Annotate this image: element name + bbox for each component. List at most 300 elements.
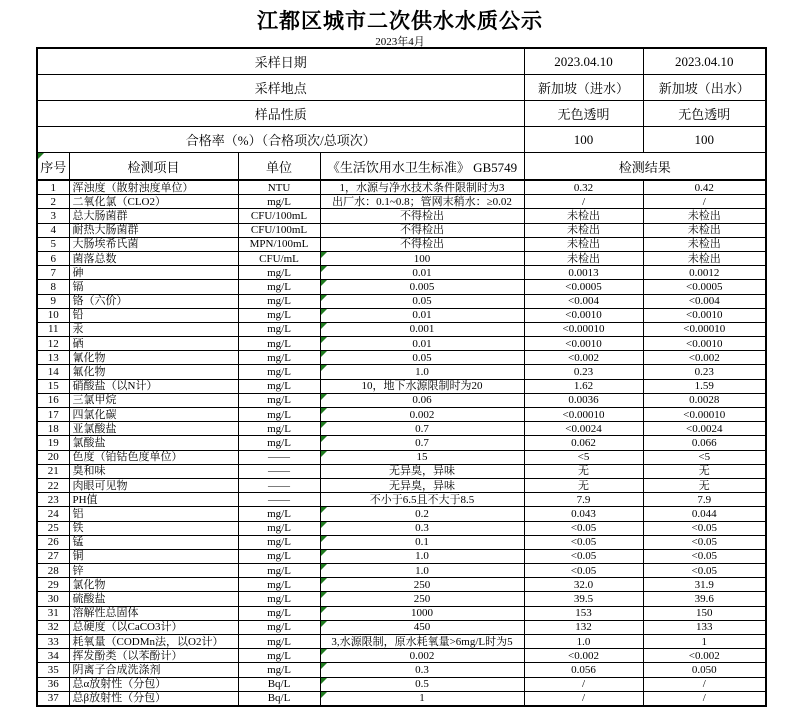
row-index-cell: 28 xyxy=(37,564,69,578)
result-cell-1: <0.05 xyxy=(524,535,643,549)
result-cell-2: 无 xyxy=(643,464,766,478)
flag-triangle-icon xyxy=(321,365,327,371)
standard-text: 3,水源限制，原水耗氧量>6mg/L时为5 xyxy=(331,635,513,648)
item-cell: 铜 xyxy=(69,549,238,563)
standard-text: 250 xyxy=(413,578,431,591)
result-cell-1: 153 xyxy=(524,606,643,620)
unit-cell: CFU/100mL xyxy=(238,223,320,237)
flag-triangle-icon xyxy=(321,351,327,357)
info-row-label: 合格率（%）（合格项次/总项次） xyxy=(37,127,524,153)
result-cell-2: 未检出 xyxy=(643,237,766,251)
row-index-cell: 30 xyxy=(37,592,69,606)
flag-triangle-icon xyxy=(321,252,327,258)
item-cell: 总大肠菌群 xyxy=(69,209,238,223)
result-cell-2: <5 xyxy=(643,450,766,464)
row-index-cell: 1 xyxy=(37,180,69,195)
table-row xyxy=(37,620,766,634)
flag-triangle-icon xyxy=(321,649,327,655)
result-cell-2: <0.0005 xyxy=(643,280,766,294)
table-row xyxy=(37,379,766,393)
result-cell-1: / xyxy=(524,677,643,691)
result-cell-1: 0.043 xyxy=(524,507,643,521)
flag-triangle-icon xyxy=(321,337,327,343)
unit-cell: —— xyxy=(238,450,320,464)
standard-cell xyxy=(320,535,524,549)
standard-text: 250 xyxy=(413,593,431,606)
standard-cell xyxy=(320,493,524,507)
result-cell-1: 0.0013 xyxy=(524,266,643,280)
info-row-value-1: 新加坡（进水） xyxy=(524,75,643,101)
standard-cell xyxy=(320,564,524,578)
result-cell-2: 0.044 xyxy=(643,507,766,521)
result-cell-1: 未检出 xyxy=(524,209,643,223)
unit-cell: mg/L xyxy=(238,195,320,209)
item-cell: 总硬度（以CaCO3计） xyxy=(69,620,238,634)
result-cell-1: 0.23 xyxy=(524,365,643,379)
result-cell-2: / xyxy=(643,691,766,706)
item-cell: 氰化物 xyxy=(69,351,238,365)
standard-cell xyxy=(320,507,524,521)
table-row xyxy=(37,507,766,521)
unit-cell: —— xyxy=(238,478,320,492)
result-cell-1: 0.062 xyxy=(524,436,643,450)
row-index-cell: 29 xyxy=(37,578,69,592)
result-cell-1: 未检出 xyxy=(524,237,643,251)
item-cell: 浑浊度（散射浊度单位） xyxy=(69,180,238,195)
standard-text: 1000 xyxy=(411,607,433,620)
result-cell-2: 1.59 xyxy=(643,379,766,393)
flag-triangle-icon xyxy=(321,507,327,513)
page-title: 江都区城市二次供水水质公示 xyxy=(257,10,543,33)
standard-text: 450 xyxy=(413,621,431,634)
item-cell: 硒 xyxy=(69,337,238,351)
col-header-unit: 单位 xyxy=(238,153,320,181)
item-cell: 镉 xyxy=(69,280,238,294)
result-cell-1: <0.0005 xyxy=(524,280,643,294)
row-index-cell: 35 xyxy=(37,663,69,677)
info-row xyxy=(37,48,766,75)
item-cell: 硫酸盐 xyxy=(69,592,238,606)
item-cell: 铅 xyxy=(69,308,238,322)
result-cell-1: <0.05 xyxy=(524,549,643,563)
standard-text: 不得检出 xyxy=(400,224,444,237)
item-cell: 铁 xyxy=(69,521,238,535)
flag-triangle-icon xyxy=(321,536,327,542)
item-cell: 耗氧量（CODMn法，以O2计） xyxy=(69,635,238,649)
flag-triangle-icon xyxy=(321,663,327,669)
info-row xyxy=(37,101,766,127)
table-row xyxy=(37,663,766,677)
unit-cell: mg/L xyxy=(238,408,320,422)
standard-text: 100 xyxy=(413,252,431,265)
row-index-cell: 31 xyxy=(37,606,69,620)
standard-cell xyxy=(320,578,524,592)
result-cell-1: 32.0 xyxy=(524,578,643,592)
item-cell: 色度（铂钴色度单位） xyxy=(69,450,238,464)
flag-triangle-icon xyxy=(321,280,327,286)
col-header-item: 检测项目 xyxy=(69,153,238,181)
flag-triangle-icon xyxy=(321,422,327,428)
standard-cell xyxy=(320,408,524,422)
info-row-value-1: 2023.04.10 xyxy=(524,48,643,75)
flag-triangle-icon xyxy=(321,578,327,584)
result-cell-2: 未检出 xyxy=(643,223,766,237)
column-header-row xyxy=(37,153,766,181)
result-cell-2: <0.05 xyxy=(643,564,766,578)
standard-text: 出厂水：0.1~0.8；管网末稍水：≥0.02 xyxy=(332,195,512,208)
result-cell-2: <0.05 xyxy=(643,535,766,549)
result-cell-2: <0.05 xyxy=(643,521,766,535)
table-row xyxy=(37,535,766,549)
col-header-index-label: 序号 xyxy=(40,159,67,175)
result-cell-2: <0.00010 xyxy=(643,322,766,336)
unit-cell: Bq/L xyxy=(238,677,320,691)
unit-cell: mg/L xyxy=(238,337,320,351)
standard-cell xyxy=(320,663,524,677)
standard-cell xyxy=(320,251,524,265)
standard-cell xyxy=(320,635,524,649)
row-index-cell: 15 xyxy=(37,379,69,393)
unit-cell: Bq/L xyxy=(238,691,320,706)
standard-cell xyxy=(320,549,524,563)
result-cell-1: <0.0024 xyxy=(524,422,643,436)
info-section xyxy=(37,48,766,153)
table-row xyxy=(37,195,766,209)
row-index-cell: 22 xyxy=(37,478,69,492)
result-cell-1: 无 xyxy=(524,478,643,492)
data-section xyxy=(37,180,766,706)
unit-cell: mg/L xyxy=(238,649,320,663)
info-row-label: 采样地点 xyxy=(37,75,524,101)
unit-cell: CFU/100mL xyxy=(238,209,320,223)
flag-triangle-icon xyxy=(321,323,327,329)
result-cell-1: 未检出 xyxy=(524,223,643,237)
result-cell-2: <0.00010 xyxy=(643,408,766,422)
standard-text: 0.01 xyxy=(412,337,432,350)
result-cell-1: 未检出 xyxy=(524,251,643,265)
standard-cell xyxy=(320,422,524,436)
standard-cell xyxy=(320,436,524,450)
standard-text: 0.1 xyxy=(415,536,429,549)
row-index-cell: 34 xyxy=(37,649,69,663)
standard-cell xyxy=(320,223,524,237)
item-cell: 臭和味 xyxy=(69,464,238,478)
row-index-cell: 12 xyxy=(37,337,69,351)
standard-cell xyxy=(320,195,524,209)
result-cell-1: <0.05 xyxy=(524,564,643,578)
item-cell: 氯化物 xyxy=(69,578,238,592)
result-cell-1: <0.00010 xyxy=(524,322,643,336)
item-cell: 锰 xyxy=(69,535,238,549)
row-index-cell: 7 xyxy=(37,266,69,280)
row-index-cell: 4 xyxy=(37,223,69,237)
row-index-cell: 26 xyxy=(37,535,69,549)
item-cell: 阴离子合成洗涤剂 xyxy=(69,663,238,677)
row-index-cell: 3 xyxy=(37,209,69,223)
col-header-standard: 《生活饮用水卫生标准》 GB5749 xyxy=(320,153,524,181)
result-cell-1: <0.00010 xyxy=(524,408,643,422)
unit-cell: mg/L xyxy=(238,322,320,336)
standard-text: 0.002 xyxy=(409,408,435,421)
item-cell: 铝 xyxy=(69,507,238,521)
standard-text: 10，地下水源限制时为20 xyxy=(361,380,483,393)
row-index-cell: 6 xyxy=(37,251,69,265)
row-index-cell: 25 xyxy=(37,521,69,535)
standard-cell xyxy=(320,464,524,478)
result-cell-2: 0.0012 xyxy=(643,266,766,280)
row-index-cell: 19 xyxy=(37,436,69,450)
result-cell-2: 133 xyxy=(643,620,766,634)
row-index-cell: 36 xyxy=(37,677,69,691)
unit-cell: mg/L xyxy=(238,663,320,677)
standard-text: 15 xyxy=(416,451,428,464)
row-index-cell: 16 xyxy=(37,393,69,407)
table-row xyxy=(37,578,766,592)
standard-cell xyxy=(320,606,524,620)
flag-triangle-icon xyxy=(321,678,327,684)
standard-text: 1 xyxy=(419,692,425,705)
table-row xyxy=(37,237,766,251)
standard-text: 0.3 xyxy=(415,522,429,535)
table-row xyxy=(37,280,766,294)
result-cell-2: 0.050 xyxy=(643,663,766,677)
standard-text: 无异臭，异味 xyxy=(389,479,455,492)
col-header-index xyxy=(37,153,69,181)
result-cell-1: 132 xyxy=(524,620,643,634)
unit-cell: mg/L xyxy=(238,294,320,308)
unit-cell: mg/L xyxy=(238,266,320,280)
flag-triangle-icon xyxy=(321,266,327,272)
standard-cell xyxy=(320,478,524,492)
table-row xyxy=(37,337,766,351)
row-index-cell: 14 xyxy=(37,365,69,379)
standard-cell xyxy=(320,521,524,535)
table-row xyxy=(37,365,766,379)
result-cell-2: 0.0028 xyxy=(643,393,766,407)
row-index-cell: 10 xyxy=(37,308,69,322)
result-cell-2: 150 xyxy=(643,606,766,620)
standard-cell xyxy=(320,280,524,294)
result-cell-2: / xyxy=(643,677,766,691)
item-cell: 耐热大肠菌群 xyxy=(69,223,238,237)
result-cell-1: <0.002 xyxy=(524,351,643,365)
result-cell-1: / xyxy=(524,195,643,209)
flag-triangle-icon xyxy=(321,309,327,315)
unit-cell: —— xyxy=(238,493,320,507)
result-cell-2: 0.23 xyxy=(643,365,766,379)
unit-cell: mg/L xyxy=(238,578,320,592)
row-index-cell: 33 xyxy=(37,635,69,649)
table-row xyxy=(37,549,766,563)
flag-triangle-icon xyxy=(321,522,327,528)
unit-cell: mg/L xyxy=(238,280,320,294)
standard-text: 1.0 xyxy=(415,564,429,577)
col-header-result: 检测结果 xyxy=(524,153,766,181)
item-cell: 汞 xyxy=(69,322,238,336)
standard-cell xyxy=(320,180,524,195)
table-row xyxy=(37,266,766,280)
standard-text: 0.2 xyxy=(415,507,429,520)
standard-cell xyxy=(320,691,524,706)
standard-text: 不得检出 xyxy=(400,238,444,251)
item-cell: 总α放射性（分包） xyxy=(69,677,238,691)
result-cell-2: <0.002 xyxy=(643,649,766,663)
table-row xyxy=(37,564,766,578)
standard-cell xyxy=(320,322,524,336)
result-cell-2: <0.002 xyxy=(643,351,766,365)
table-row xyxy=(37,393,766,407)
unit-cell: mg/L xyxy=(238,379,320,393)
flag-triangle-icon xyxy=(321,621,327,627)
table-row xyxy=(37,635,766,649)
result-cell-2: <0.0010 xyxy=(643,337,766,351)
result-cell-2: 39.6 xyxy=(643,592,766,606)
row-index-cell: 24 xyxy=(37,507,69,521)
flag-triangle-icon xyxy=(38,153,44,159)
standard-text: 1.0 xyxy=(415,550,429,563)
item-cell: 硝酸盐（以N计） xyxy=(69,379,238,393)
item-cell: 大肠埃希氏菌 xyxy=(69,237,238,251)
item-cell: 四氯化碳 xyxy=(69,408,238,422)
standard-cell xyxy=(320,649,524,663)
result-cell-2: 未检出 xyxy=(643,209,766,223)
column-header-section xyxy=(37,153,766,181)
table-row xyxy=(37,351,766,365)
standard-cell xyxy=(320,294,524,308)
row-index-cell: 18 xyxy=(37,422,69,436)
standard-cell xyxy=(320,450,524,464)
standard-text: 无异臭，异味 xyxy=(389,465,455,478)
result-cell-1: <0.0010 xyxy=(524,337,643,351)
info-row-label: 样品性质 xyxy=(37,101,524,127)
table-row xyxy=(37,521,766,535)
row-index-cell: 23 xyxy=(37,493,69,507)
flag-triangle-icon xyxy=(321,295,327,301)
result-cell-1: 0.0036 xyxy=(524,393,643,407)
table-row xyxy=(37,677,766,691)
standard-cell xyxy=(320,337,524,351)
flag-triangle-icon xyxy=(321,394,327,400)
standard-cell xyxy=(320,379,524,393)
table-row xyxy=(37,649,766,663)
result-cell-2: 无 xyxy=(643,478,766,492)
unit-cell: mg/L xyxy=(238,365,320,379)
table-row xyxy=(37,478,766,492)
item-cell: 挥发酚类（以苯酚计） xyxy=(69,649,238,663)
item-cell: 溶解性总固体 xyxy=(69,606,238,620)
table-row xyxy=(37,408,766,422)
result-cell-1: 无 xyxy=(524,464,643,478)
table-row xyxy=(37,691,766,706)
result-cell-2: / xyxy=(643,195,766,209)
result-cell-1: <0.05 xyxy=(524,521,643,535)
page-subtitle: 2023年4月 xyxy=(375,36,425,48)
standard-cell xyxy=(320,365,524,379)
result-cell-2: <0.0010 xyxy=(643,308,766,322)
result-cell-1: <0.0010 xyxy=(524,308,643,322)
unit-cell: mg/L xyxy=(238,308,320,322)
result-cell-2: 1 xyxy=(643,635,766,649)
row-index-cell: 11 xyxy=(37,322,69,336)
item-cell: 肉眼可见物 xyxy=(69,478,238,492)
unit-cell: —— xyxy=(238,464,320,478)
flag-triangle-icon xyxy=(321,607,327,613)
result-cell-2: 0.42 xyxy=(643,180,766,195)
standard-cell xyxy=(320,209,524,223)
standard-text: 0.3 xyxy=(415,663,429,676)
item-cell: 菌落总数 xyxy=(69,251,238,265)
table-row xyxy=(37,322,766,336)
result-cell-1: 7.9 xyxy=(524,493,643,507)
flag-triangle-icon xyxy=(321,550,327,556)
info-row-label: 采样日期 xyxy=(37,48,524,75)
unit-cell: CFU/mL xyxy=(238,251,320,265)
info-row-value-2: 无色透明 xyxy=(643,101,766,127)
standard-cell xyxy=(320,592,524,606)
result-cell-2: 未检出 xyxy=(643,251,766,265)
standard-text: 0.01 xyxy=(412,266,432,279)
unit-cell: mg/L xyxy=(238,393,320,407)
info-row-value-2: 100 xyxy=(643,127,766,153)
row-index-cell: 27 xyxy=(37,549,69,563)
water-quality-table xyxy=(36,47,767,707)
table-row xyxy=(37,450,766,464)
table-row xyxy=(37,464,766,478)
row-index-cell: 9 xyxy=(37,294,69,308)
table-row xyxy=(37,308,766,322)
table-row xyxy=(37,422,766,436)
standard-text: 1.0 xyxy=(415,366,429,379)
result-cell-2: <0.004 xyxy=(643,294,766,308)
unit-cell: mg/L xyxy=(238,549,320,563)
row-index-cell: 17 xyxy=(37,408,69,422)
result-cell-2: 0.066 xyxy=(643,436,766,450)
standard-text: 0.05 xyxy=(412,295,432,308)
standard-text: 0.001 xyxy=(409,323,435,336)
table-row xyxy=(37,606,766,620)
standard-cell xyxy=(320,237,524,251)
unit-cell: mg/L xyxy=(238,564,320,578)
info-row-value-1: 100 xyxy=(524,127,643,153)
row-index-cell: 20 xyxy=(37,450,69,464)
result-cell-1: 0.056 xyxy=(524,663,643,677)
unit-cell: mg/L xyxy=(238,606,320,620)
standard-cell xyxy=(320,620,524,634)
row-index-cell: 37 xyxy=(37,691,69,706)
unit-cell: mg/L xyxy=(238,507,320,521)
table-row xyxy=(37,209,766,223)
standard-text: 0.01 xyxy=(412,309,432,322)
standard-cell xyxy=(320,351,524,365)
row-index-cell: 5 xyxy=(37,237,69,251)
row-index-cell: 13 xyxy=(37,351,69,365)
item-cell: 二氧化氯（CLO2） xyxy=(69,195,238,209)
result-cell-1: <0.004 xyxy=(524,294,643,308)
standard-text: 0.06 xyxy=(412,394,432,407)
result-cell-2: 7.9 xyxy=(643,493,766,507)
item-cell: 氯酸盐 xyxy=(69,436,238,450)
table-row xyxy=(37,180,766,195)
row-index-cell: 21 xyxy=(37,464,69,478)
standard-text: 0.7 xyxy=(415,422,429,435)
result-cell-1: 1.0 xyxy=(524,635,643,649)
table-row xyxy=(37,592,766,606)
unit-cell: mg/L xyxy=(238,351,320,365)
result-cell-2: <0.05 xyxy=(643,549,766,563)
result-cell-1: / xyxy=(524,691,643,706)
standard-text: 0.05 xyxy=(412,351,432,364)
flag-triangle-icon xyxy=(321,592,327,598)
